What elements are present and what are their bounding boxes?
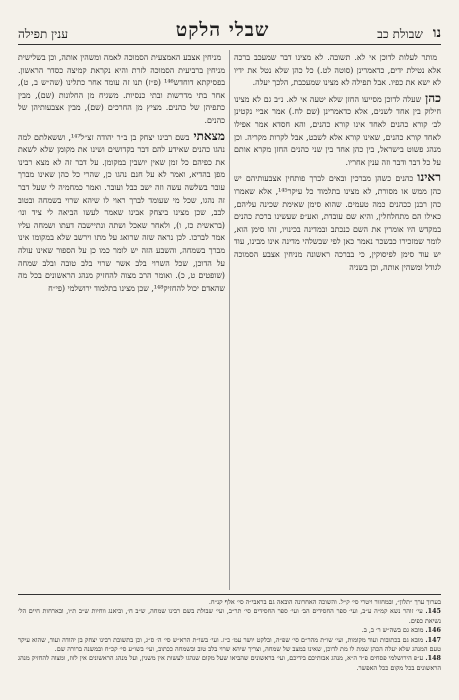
paragraph <box>18 50 225 128</box>
paragraph-text: מותר לעלות לדוכן אי לא. תשובה. לא מצינו דבר שמעכב ברכה אלא נטילת ידים, כדאמרינן (סוטה לט.) כל כהן שלא נטל את ידיו לא ישא את כפיו. אבל תפילה לא מצינו שמעכבת, הלכך יעלה. <box>234 53 441 88</box>
paragraph-text: כהנים כשהן מברכין ובאים לברך פותחין אצבעותיהם יש כהן ממש או מסורת, לא מצינו בתלמוד כל עיקר¹⁴⁵, אלא שאמרו כהן רבנן ככהנים כמה טעמים. שהוא סימן שאימת שכינה עליהם, כאילו הם מתחלחלין, והיא שם עובדת, ואע״פ שעשינו ברכת כהנים במקדש היו אומרין את השם כנכתב ובמדינה בכינויו, זהו סימן הוא, לומר שמזכירו כבשכר נאמר כאן לפי שבשלהי מדינה אינו מבינו, עוד יש עוד סימן לפיסוקין, כי בברכה ראשונה מניחין אצבע הסמוכה לגודל ומשהין אותה, וכן בשניה <box>234 174 441 272</box>
footnote-text: מובא גם בשה״ש ר׳ ב, ב. <box>361 626 424 635</box>
parasha-label: שבולת כב <box>377 27 423 41</box>
paragraph-lead: מצאתי <box>193 128 225 143</box>
paragraph-text: שעלה לדוכן מסייעו החזן שלא יטעה אי לא. נ״ב גם לא מצינו חילוק בין אחד לשנים, אלא כדאמרינן (שם לח.) אמר אביי נקטינן לב׳ קורא כהנים לאחד אינו קורא כהנים, והא חסדא אמר אפילו לאחד קורא כהנים, שאינו קורא אלא לשבט, אבל לקרות מקריה. וכן מנהג פשוט בישראל, בין כהן אחד בין שני כהנים החזן מקרא אותם על כל דבר ודבר וזה ענין אחריו. <box>234 94 441 167</box>
footnote-text: עי׳ זוהר נשא קמ״ה ע״ב, ועי׳ ספר החסידים הב׳ ועי׳ ספר החסידים סי׳ תר״ב, ועי׳ שבולת בשם רבינו שמחה, ש״ב ח׳, וביאנג ווחיות ש״ב ת״ו, ובארחות חיים הל׳ נשיאת כפים. <box>18 607 441 625</box>
book-title: שבלי הלקט <box>175 19 270 41</box>
paragraph-text: מניחין אצבע האמצעית הסמוכה לאמה ומשהין אותה, וכן בשלישית מניחין ברביעית הסמוכה לזרת והיא נקראת קמיצה כסדר הראשון. בפסיקתא דוחדש¹⁴⁶ (פ״ז) תנו זה עומד אחר כתלינו (שה״ש ב, ט), אחר בתי מדרשות ובתי כנסיות. משגיח מן החלונות (שם), מבין כתפיהן של כהנים. מציץ מן החרכים (שם), מבין אצבעותיהן של כהנים. <box>18 53 225 125</box>
footnote-number: 146. <box>425 626 441 635</box>
header-divider <box>18 44 441 45</box>
footnote-text: בערוך ערך ״תלון״, ובמחזור ויטרי סי׳ ק״ל. והשוכה האחרונה הובאה גם בראבי״ה סי׳ אלף קנ״ח. <box>208 598 441 606</box>
page-number: נו <box>432 25 441 41</box>
footnote <box>18 607 441 626</box>
column-divider <box>225 50 234 590</box>
paragraph <box>18 130 225 296</box>
footnotes <box>18 598 441 694</box>
paragraph <box>234 92 441 170</box>
main-text-columns <box>18 50 441 590</box>
paragraph-lead: כהן <box>425 90 441 105</box>
page-header <box>18 16 441 42</box>
footnote <box>18 598 441 607</box>
footnote-number: 145. <box>425 607 441 616</box>
footnote <box>18 626 441 635</box>
paragraph <box>234 171 441 274</box>
paragraph-lead: ראינו <box>417 170 441 185</box>
footnote-divider <box>18 594 441 595</box>
paragraph-text: בשם רבינו יצחק בן ב״ר יהודה זצ״ל¹⁴⁷, וששאלתם למה נהגו כהנים שאידע להם דבר בקדושים ושינו את מקומן שלא לשאת את כפיהם כל זמן שאין יושבין במקומן. על דבר זה לא מצא רבינו מפן בהדיא, ואמר לא על חנם נהגו כן, שהרי כל כהן שאינו מברך עובר בשלשה עשה וזה ישב כבל ועובר. ואמר כמחמיה לי שעל דבר זה נהגו, שכל מי שעומד לברך ראוי לו שיהא שרוי בשמחה ובטוב לבב, שכן מצינו ביצחק אבינו שאמר לעשו הביאה לי ציד ונו׳ (בראשית כז, ו), ולאחר שאכל ושתה ונתיישבה דעתו ושמחה עליו אמר לברכו. לכן נראה שזה שרואג על מתו וירשב שלא במקומו אינו מברך בשמחה, והשבע הזה יש לומר כמו כן על הספור שאינו עולה על הדוכן, שכל השרוי בלב אשר שרוי בלב טובה ובלב שמחה (שופטים ט, כ). ואומר הרב מצוה להחזיק מנהג הראשונים בכל מה שהאדם יכול להחזיק¹⁴⁸, שכן מצינו בתלמוד ירושלמי (פי״ח <box>18 132 225 293</box>
header-right-group <box>377 25 441 42</box>
footnote-number: 148. <box>425 654 441 663</box>
paragraph <box>234 50 441 90</box>
footnote <box>18 636 441 655</box>
section-label: ענין תפילה <box>18 27 68 41</box>
left-column <box>18 50 225 590</box>
footnote <box>18 654 441 673</box>
right-column <box>234 50 441 590</box>
footnote-number: 147. <box>425 635 441 644</box>
footnote-text: מובא גם בכתובות ועוד מקומות, ועי׳ שו״ת מהר״ם סי׳ שפ״ה, ובלקט יושר עמ׳ כ״ז. ועי׳ בשו״ת הרא״ש סי׳ ה׳ ס״ג, וכן בתשובת רבינו יצחק בן יהודה ועוד, שהוא עיקר טעם המנהג שלא יעלה הכהן שמת לו מת לדוכן, שאינו במצב של שמחה, וצריך שיהא שרוי בלב טוב ובשמחה ככתוב, ועי׳ בשו״ע סי׳ קכ״ח ובמשנה ברורה שם. <box>18 635 441 654</box>
footnote-text: ע״פ הירושלמי פסחים פ״ד ה״א, מנהג אבותיכם בידיכם, ועי׳ בראשונים שהביאו שעל מקום שנהגו לעשות אין משנין, ועל מנהג הראשונים אין לזוז, ומצוה להחזיק מנהג הראשונים בכל מקום ככל האפשר. <box>18 654 441 672</box>
